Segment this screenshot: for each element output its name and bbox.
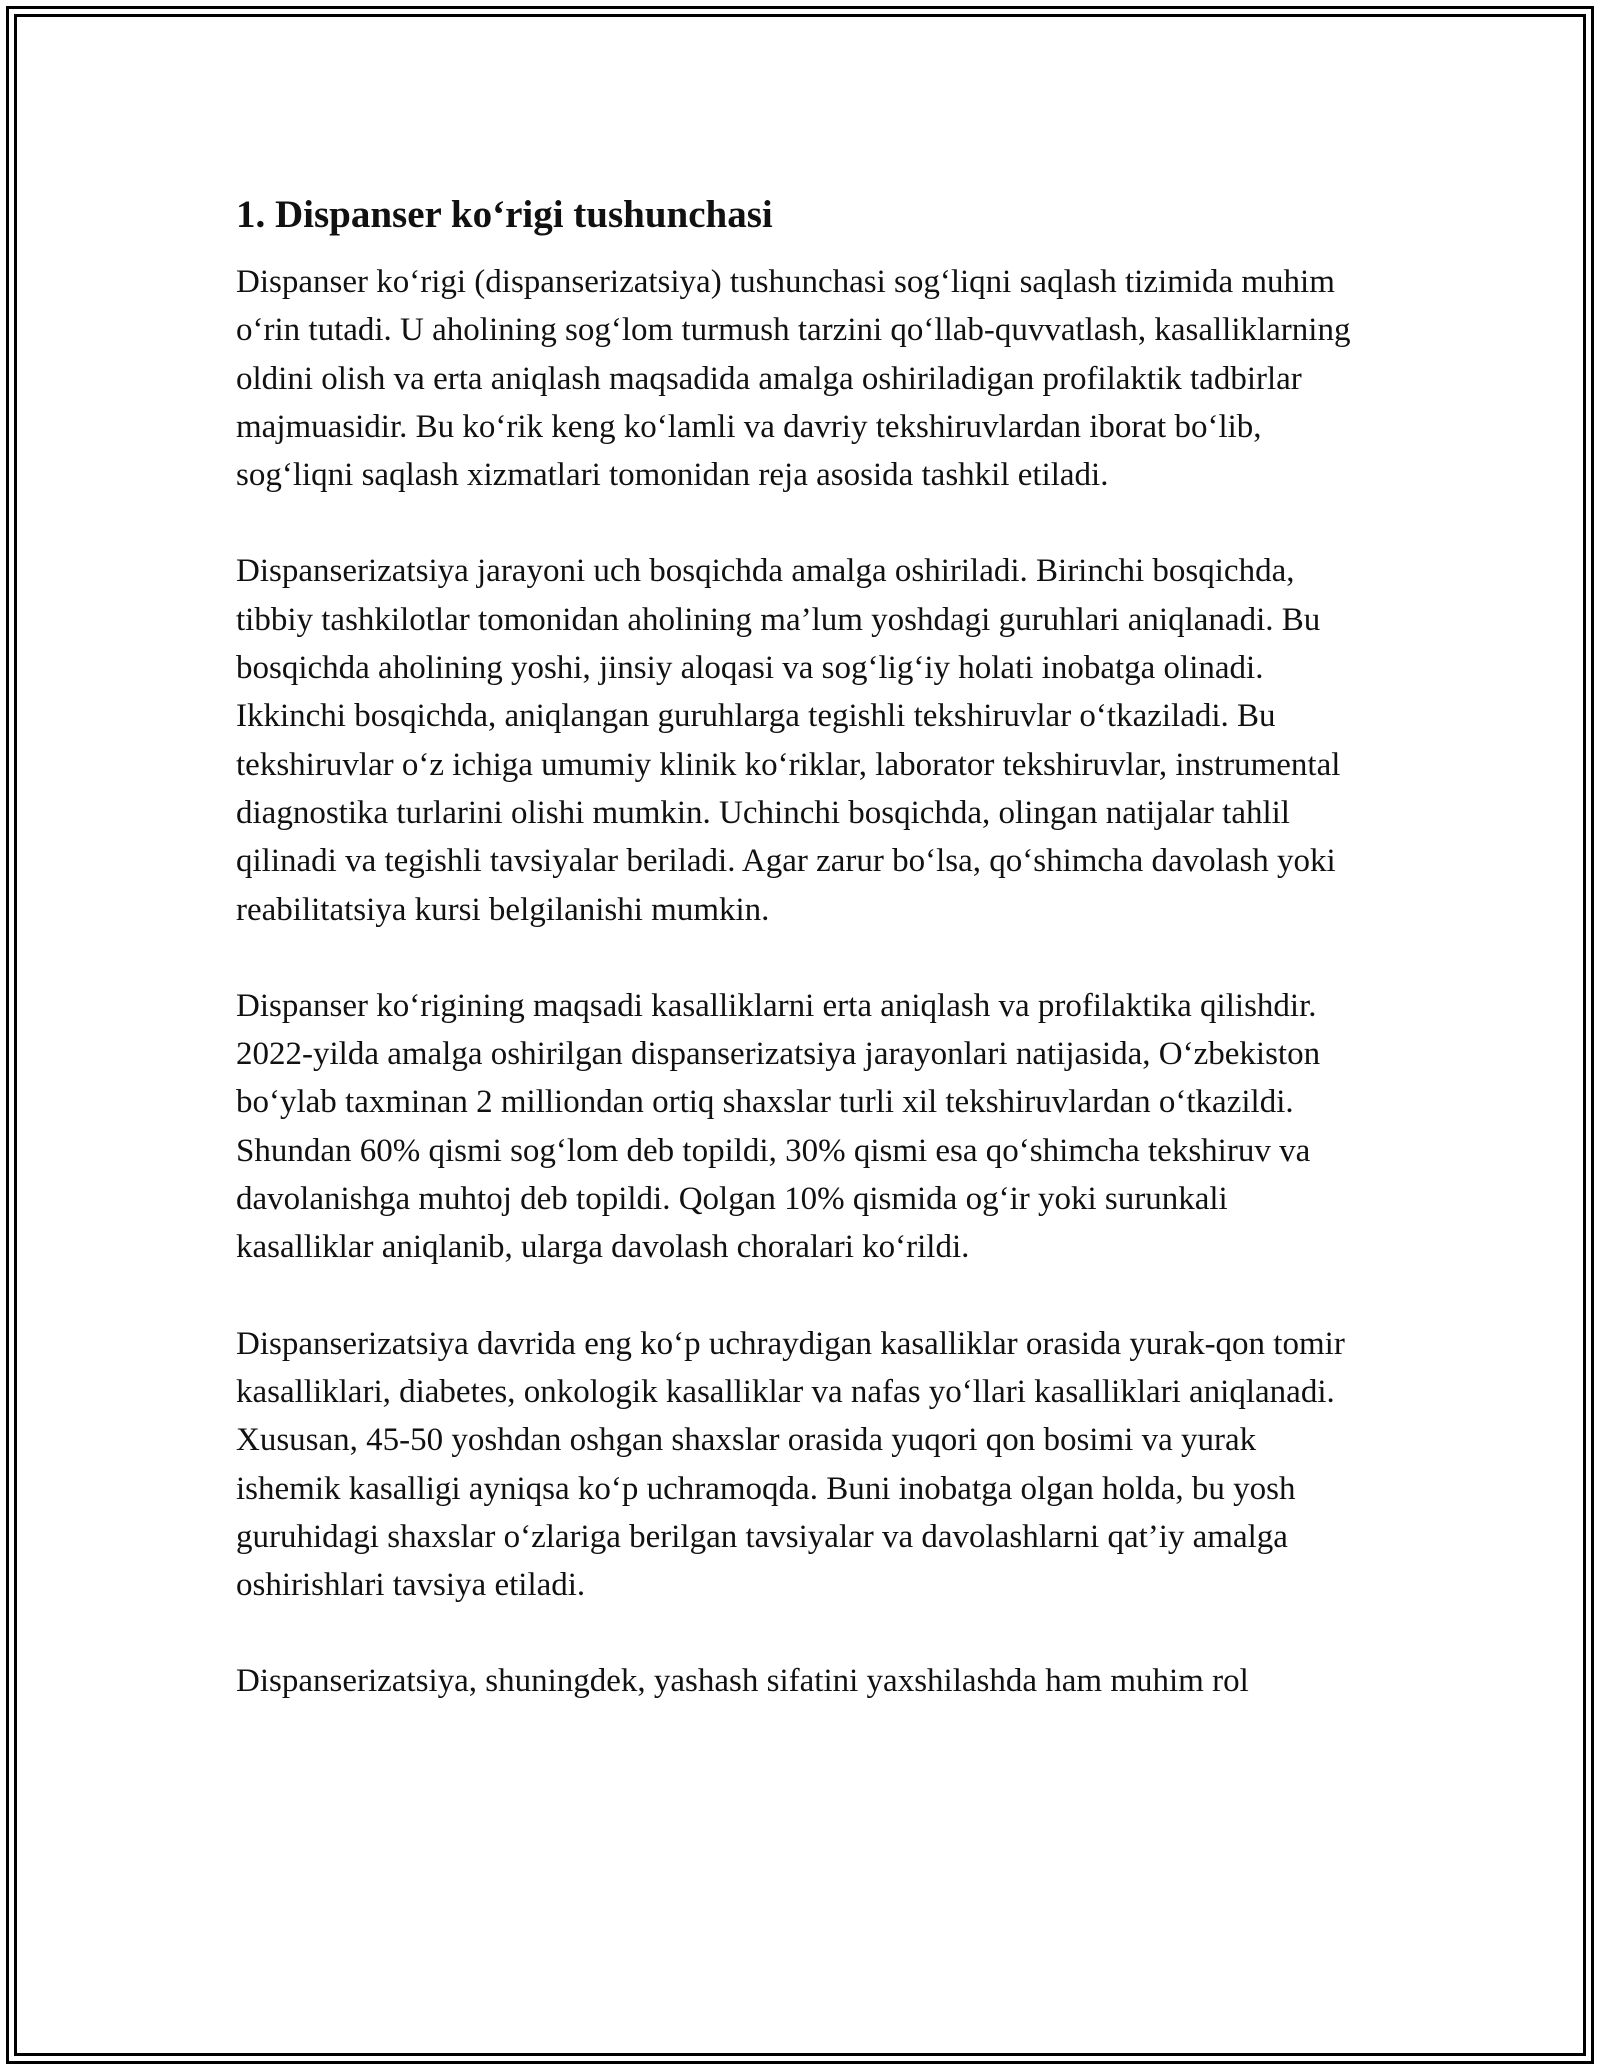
paragraph-goals-statistics: Dispanser ko‘rigining maqsadi kasalliklarni erta aniqlash va profilaktika qilishdir. 2022-yilda amalga oshirilgan dispanserizatsiya jarayonlari natijasida, O‘zbekiston bo‘ylab taxminan 2 milliondan ortiq shaxslar turli xil tekshiruvlardan o‘tkazildi. Shundan 60% qismi sog‘lom deb topildi, 30% qismi esa qo‘shimcha tekshiruv va davolanishga muhtoj deb topildi. Qolgan 10% qismida og‘ir yoki surunkali kasalliklar aniqlanib, ularga davolash choralari ko‘rildi. [236, 987, 1321, 1266]
document-body [236, 188, 1366, 1706]
paragraph-concept: Dispanser ko‘rigi (dispanserizatsiya) tushunchasi sog‘liqni saqlash tizimida muhim o‘rin tutadi. U aholining sog‘lom turmush tarzini qo‘llab-quvvatlash, kasalliklarning oldini olish va erta aniqlash maqsadida amalga oshiriladigan profilaktik tadbirlar majmuasidir. Bu ko‘rik keng ko‘lamli va davriy tekshiruvlardan iborat bo‘lib, sog‘liqni saqlash xizmatlari tomonidan reja asosida tashkil etiladi. [236, 264, 1351, 494]
paragraph-stages: Dispanserizatsiya jarayoni uch bosqichda amalga oshiriladi. Birinchi bosqichda, tibbiy tashkilotlar tomonidan aholining ma’lum yoshdagi guruhlari aniqlanadi. Bu bosqichda aholining yoshi, jinsiy aloqasi va sog‘lig‘iy holati inobatga olinadi. Ikkinchi bosqichda, aniqlangan guruhlarga tegishli tekshiruvlar o‘tkaziladi. Bu tekshiruvlar o‘z ichiga umumiy klinik ko‘riklar, laborator tekshiruvlar, instrumental diagnostika turlarini olishi mumkin. Uchinchi bosqichda, olingan natijalar tahlil qilinadi va tegishli tavsiyalar beriladi. Agar zarur bo‘lsa, qo‘shimcha davolash yoki reabilitatsiya kursi belgilanishi mumkin. [236, 553, 1341, 928]
section-heading: 1. Dispanser ko‘rigi tushunchasi [236, 193, 773, 236]
paragraph-common-diseases: Dispanserizatsiya davrida eng ko‘p uchraydigan kasalliklar orasida yurak-qon tomir kasalliklari, diabetes, onkologik kasalliklar va nafas yo‘llari kasalliklari aniqlanadi. Xususan, 45-50 yoshdan oshgan shaxslar orasida yuqori qon bosimi va yurak ishemik kasalligi ayniqsa ko‘p uchramoqda. Buni inobatga olgan holda, bu yosh guruhidagi shaxslar o‘zlariga berilgan tavsiyalar va davolashlarni qat’iy amalga oshirishlari tavsiya etiladi. [236, 1325, 1345, 1604]
paragraph-quality-of-life: Dispanserizatsiya, shuningdek, yashash sifatini yaxshilashda ham muhim rol [236, 1663, 1249, 1700]
